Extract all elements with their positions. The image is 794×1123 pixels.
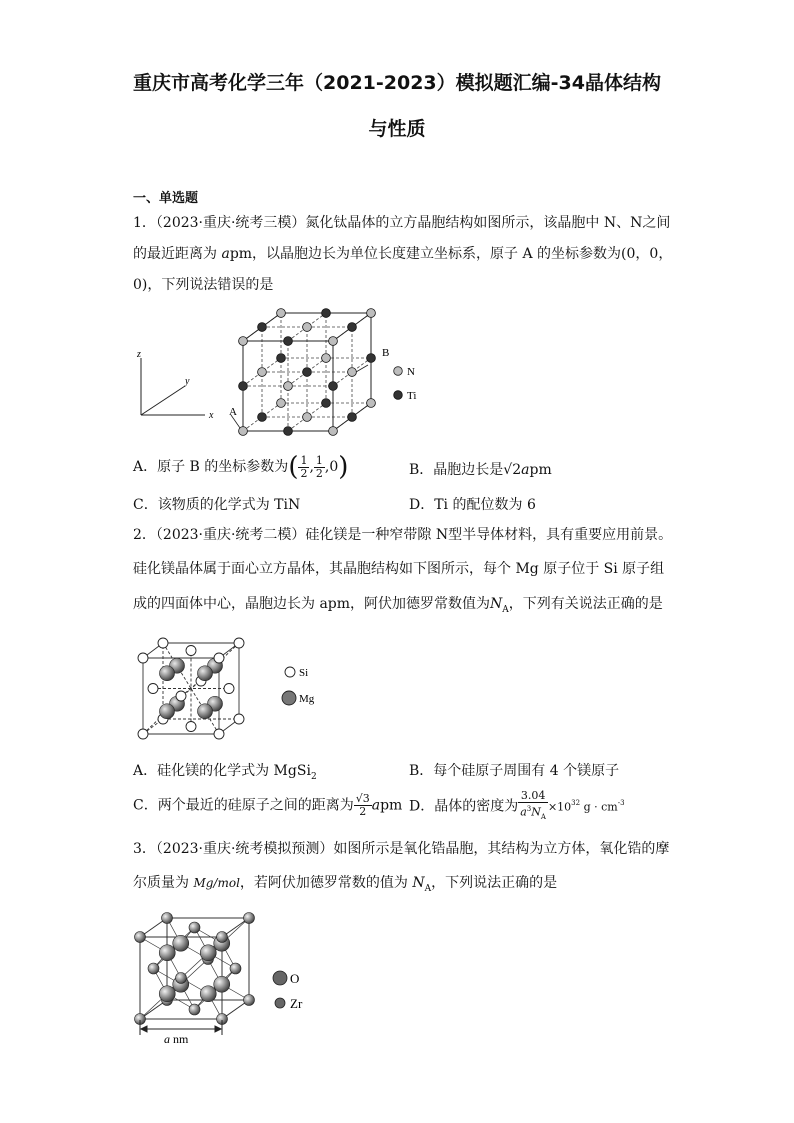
q1-option-d[interactable]: D．Ti 的配位数为 6 bbox=[409, 497, 536, 513]
zr-atom bbox=[176, 973, 187, 984]
axis-x-label: x bbox=[209, 410, 214, 421]
zr-atom bbox=[217, 932, 228, 943]
q1-option-a[interactable]: A．原子 B 的坐标参数为( $\frac{1}{2}$ , $\frac{1}{2}$ ,0) bbox=[133, 452, 349, 482]
q2-stem-line1: 2．（2023·重庆·统考二模）硅化镁是一种窄带隙 N型半导体材料，具有重要应用前景。 bbox=[133, 527, 673, 543]
page-title-line2: 与性质 bbox=[368, 118, 426, 140]
zr-atom bbox=[244, 995, 255, 1006]
ti-atom bbox=[284, 427, 293, 436]
mg-atom bbox=[198, 704, 213, 719]
si-atom bbox=[186, 722, 196, 732]
ti-atom bbox=[329, 382, 338, 391]
ti-atom bbox=[239, 382, 248, 391]
coordinate-axes bbox=[141, 358, 205, 415]
o-atom bbox=[200, 986, 216, 1002]
legend-n-label: N bbox=[407, 366, 415, 378]
o-atom bbox=[173, 935, 189, 951]
zr-atom bbox=[189, 922, 200, 933]
n-atom bbox=[329, 427, 338, 436]
ti-atom bbox=[258, 323, 267, 332]
q2-mg2si-crystal-figure bbox=[133, 627, 333, 742]
zr-atom bbox=[189, 1004, 200, 1015]
legend-mg-atom bbox=[282, 691, 296, 705]
q2-option-c[interactable]: C．两个最近的硅原子之间的距离为 $\frac{√3}{2}$ apm bbox=[133, 792, 403, 818]
zr-atom bbox=[148, 963, 159, 974]
o-atom bbox=[200, 945, 216, 961]
page-title: 重庆市高考化学三年（2021-2023）模拟题汇编-34晶体结构 bbox=[133, 72, 661, 94]
legend-zr-atom bbox=[275, 998, 285, 1008]
q1-option-c[interactable]: C．该物质的化学式为 TiN bbox=[133, 497, 301, 513]
legend-si-atom bbox=[285, 667, 295, 677]
q1-option-b[interactable]: B．晶胞边长是√2apm bbox=[409, 462, 552, 478]
si-atom bbox=[186, 646, 196, 656]
n-atom bbox=[303, 413, 312, 422]
label-atom-B: B bbox=[382, 347, 390, 359]
q3-zro2-crystal-figure bbox=[130, 905, 330, 1050]
ti-atom bbox=[322, 309, 331, 318]
q1-stem-line2: 的最近距离为 apm，以晶胞边长为单位长度建立坐标系，原子 A 的坐标参数为(0，0， bbox=[133, 246, 673, 262]
legend-n-atom bbox=[394, 367, 403, 376]
ti-atom bbox=[322, 399, 331, 408]
si-atom bbox=[234, 714, 244, 724]
ti-atom bbox=[367, 354, 376, 363]
ti-atom bbox=[258, 413, 267, 422]
zr-atom bbox=[244, 913, 255, 924]
si-atom bbox=[138, 729, 148, 739]
si-atom bbox=[224, 684, 234, 694]
si-atom bbox=[176, 691, 186, 701]
n-atom bbox=[239, 337, 248, 346]
si-atom bbox=[214, 653, 224, 663]
n-atom bbox=[258, 368, 267, 377]
n-atom bbox=[348, 368, 357, 377]
label-atom-A: A bbox=[229, 406, 237, 418]
ti-atom bbox=[277, 354, 286, 363]
n-atom bbox=[329, 337, 338, 346]
n-atom bbox=[277, 309, 286, 318]
ti-atom bbox=[284, 337, 293, 346]
n-atom bbox=[322, 354, 331, 363]
q2-option-b[interactable]: B．每个硅原子周围有 4 个镁原子 bbox=[409, 763, 620, 779]
zr-atom bbox=[162, 913, 173, 924]
si-atom bbox=[234, 638, 244, 648]
legend-ti-atom bbox=[394, 391, 403, 400]
n-atom bbox=[367, 399, 376, 408]
zr-atom bbox=[230, 963, 241, 974]
si-atom bbox=[214, 729, 224, 739]
dimension-label: a nm bbox=[164, 1032, 189, 1046]
mg-atom bbox=[160, 666, 175, 681]
q3-stem-line1: 3．（2023·重庆·统考模拟预测）如图所示是氧化锆晶胞，其结构为立方体，氧化锆的摩 bbox=[133, 841, 670, 857]
q2-stem-line3: 成的四面体中心，晶胞边长为 apm，阿伏加德罗常数值为$N_A$，下列有关说法正确的是 bbox=[133, 596, 663, 615]
q1-lattice bbox=[231, 309, 375, 436]
legend-ti-label: Ti bbox=[407, 390, 417, 402]
ti-atom bbox=[348, 413, 357, 422]
ti-atom bbox=[303, 368, 312, 377]
n-atom bbox=[367, 309, 376, 318]
legend-si-label: Si bbox=[299, 667, 309, 679]
axis-y-label: y bbox=[185, 376, 190, 387]
q2-stem-line2: 硅化镁晶体属于面心立方晶体，其晶胞结构如下图所示，每个 Mg 原子位于 Si 原子组 bbox=[133, 561, 665, 577]
q1-stem-line3: 0)，下列说法错误的是 bbox=[133, 277, 274, 293]
o-atom bbox=[159, 986, 175, 1002]
si-atom bbox=[148, 684, 158, 694]
q2-lattice bbox=[138, 638, 244, 739]
ti-atom bbox=[348, 323, 357, 332]
n-atom bbox=[277, 399, 286, 408]
legend-o-label: O bbox=[290, 971, 300, 986]
q3-lattice bbox=[135, 913, 255, 1025]
q3-stem-line2: 尔质量为 Mg/mol，若阿伏加德罗常数的值为 $N_A$，下列说法正确的是 bbox=[133, 875, 558, 894]
q1-tin-crystal-figure bbox=[133, 300, 433, 445]
n-atom bbox=[284, 382, 293, 391]
si-atom bbox=[158, 638, 168, 648]
q2-option-a[interactable]: A．硅化镁的化学式为 MgSi$_2$ bbox=[133, 763, 317, 782]
section-heading: 一、单选题 bbox=[133, 191, 199, 206]
si-atom bbox=[138, 653, 148, 663]
o-atom bbox=[214, 976, 230, 992]
n-atom bbox=[303, 323, 312, 332]
legend-zr-label: Zr bbox=[290, 996, 303, 1011]
zr-atom bbox=[135, 932, 146, 943]
q2-option-d[interactable]: D．晶体的密度为 $\frac{3.04}{a^3N_A}$ $\times 10^{32}$ $g \cdot cm^{-3}$ bbox=[409, 789, 625, 821]
legend-o-atom bbox=[273, 971, 287, 985]
axis-z-label: z bbox=[137, 349, 141, 360]
o-atom bbox=[159, 945, 175, 961]
mg-atom bbox=[160, 704, 175, 719]
legend-mg-label: Mg bbox=[299, 693, 315, 705]
pointer-B bbox=[356, 365, 368, 372]
q1-stem-line1: 1．（2023·重庆·统考三模）氮化钛晶体的立方晶胞结构如图所示，该晶胞中 N、N之间 bbox=[133, 215, 671, 231]
mg-atom bbox=[198, 666, 213, 681]
